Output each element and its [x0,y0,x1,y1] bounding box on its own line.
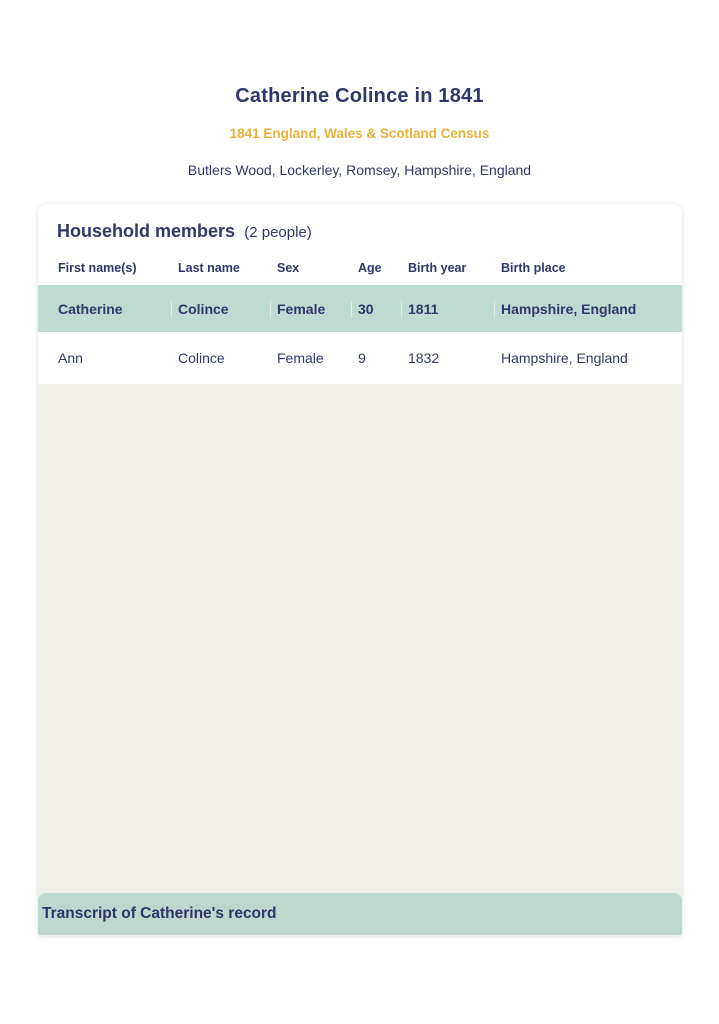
table-header-row [38,257,682,279]
collection-link[interactable]: 1841 England, Wales & Scotland Census [229,126,490,141]
last-name-cell: Colince [178,350,225,366]
age-cell: 30 [351,301,401,317]
column-header-last-name: Last name [178,261,240,275]
birth-year-cell: 1832 [408,350,440,366]
record-location: Butlers Wood, Lockerley, Romsey, Hampshire, England [187,162,532,178]
birth-place-cell: Hampshire, England [501,350,628,366]
column-header-birth-place: Birth place [501,261,566,275]
page-title: Catherine Colince in 1841 [235,85,484,107]
column-header-first-names: First name(s) [58,261,137,275]
household-member-row-catherine[interactable] [38,285,682,332]
first-names-cell: Ann [58,350,83,366]
first-names-cell: Catherine [58,300,123,317]
age-cell: 9 [358,350,366,366]
household-heading [38,204,682,257]
birth-year-cell: 1811 [401,301,494,317]
empty-content-panel [38,384,682,935]
household-members-card [38,204,682,935]
sex-cell: Female [270,301,351,317]
household-heading-text: Household members [57,221,236,241]
column-header-age: Age [358,261,382,275]
last-name-cell: Colince [171,301,270,317]
column-header-birth-year: Birth year [408,261,467,275]
record-header [0,0,719,178]
column-header-sex: Sex [277,261,300,275]
sex-cell: Female [277,350,324,366]
birth-place-cell: Hampshire, England [494,301,682,317]
household-member-row-ann[interactable] [38,332,682,384]
household-count: (2 people) [244,224,312,241]
transcript-section-title: Transcript of Catherine's record [42,905,277,922]
transcript-section-header[interactable] [38,893,682,935]
